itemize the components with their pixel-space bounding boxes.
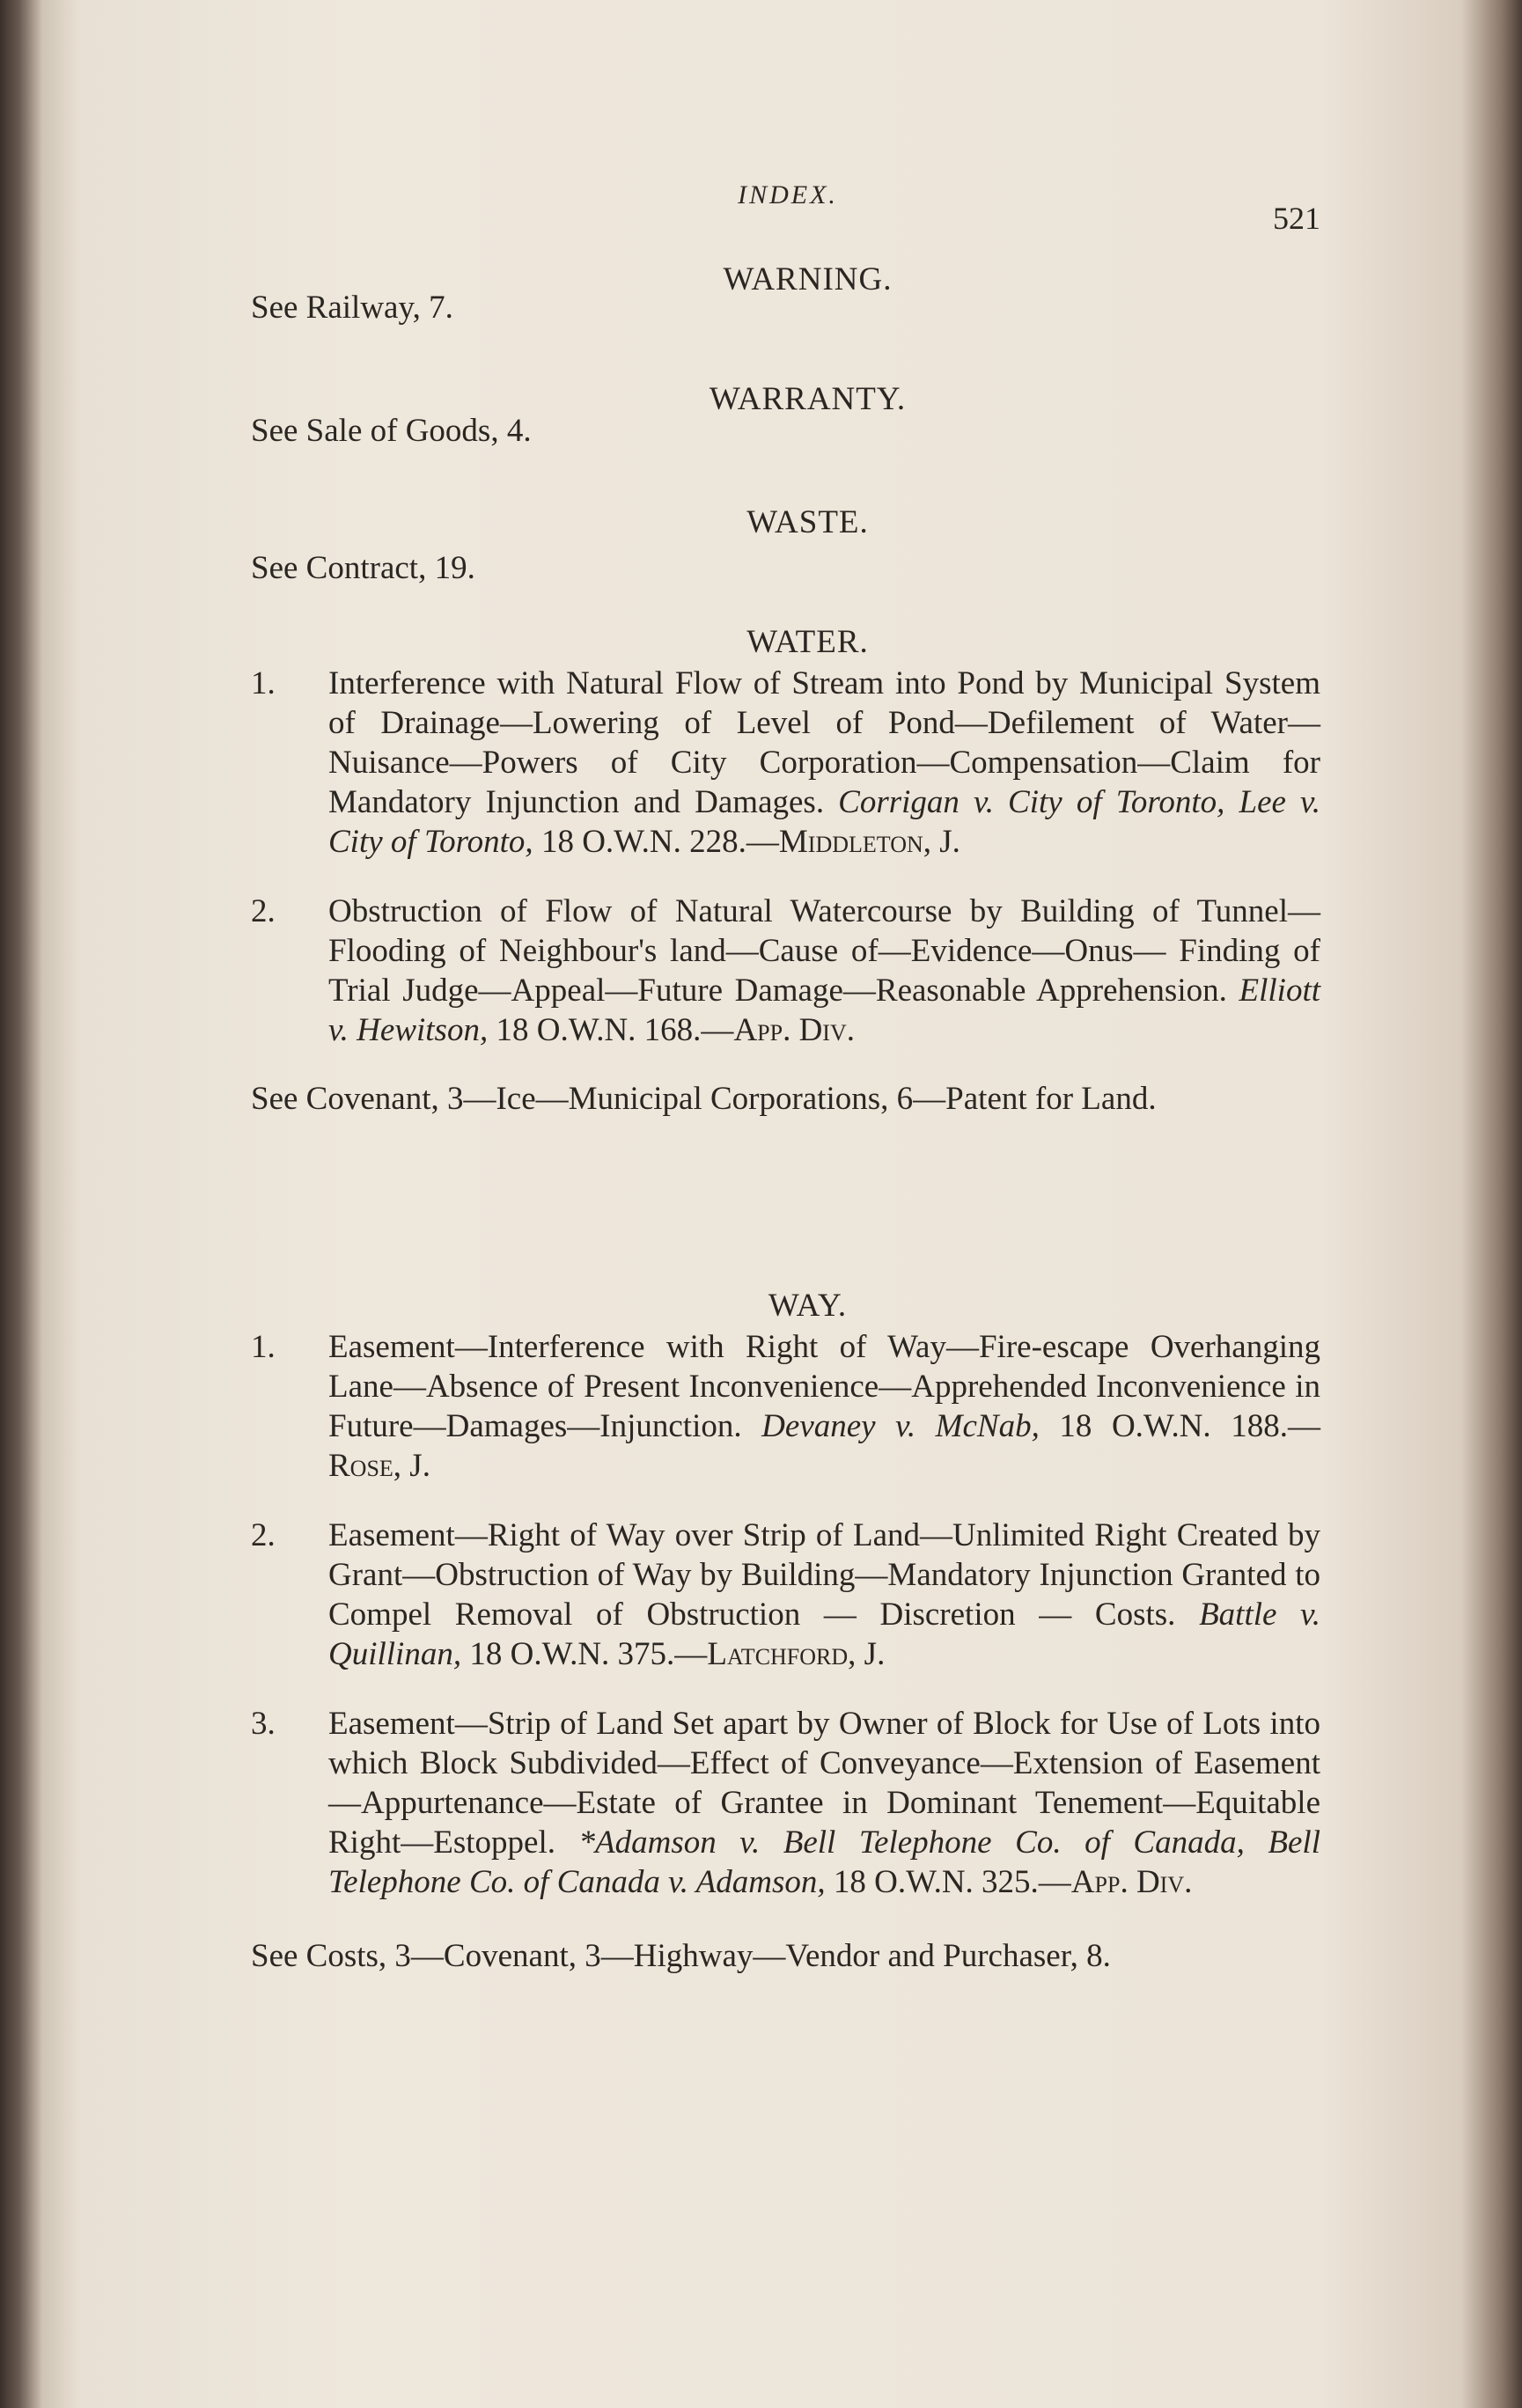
index-entry	[251, 1327, 1320, 1486]
case-name: Battle v. Quillinan,	[328, 1597, 1320, 1672]
index-entry	[251, 892, 1320, 1050]
judge-suffix: , J.	[848, 1636, 886, 1672]
judge-name: App. Div.	[1070, 1864, 1193, 1900]
page-number: 521	[1273, 201, 1320, 236]
entry-number: 2.	[251, 893, 276, 929]
see-reference: See Railway, 7.	[251, 290, 453, 326]
report-citation: 18 O.W.N. 228.—	[533, 824, 779, 860]
see-reference: See Contract, 19.	[251, 550, 475, 586]
section-heading: WATER.	[746, 624, 869, 660]
report-citation: 18 O.W.N. 188.—	[1039, 1408, 1320, 1444]
judge-suffix: , J.	[393, 1448, 430, 1484]
index-entry	[251, 1516, 1320, 1674]
see-reference: See Sale of Goods, 4.	[251, 413, 532, 449]
entry-text: Easement—Interference with Right of Way—Fire-escape Overhanging Lane—Absence of Present Inconvenience—Apprehended Inconvenience in Future—Damages—Injunction.	[328, 1329, 1320, 1444]
entry-number: 1.	[251, 1329, 276, 1365]
entry-text: Easement—Strip of Land Set apart by Owner of Block for Use of Lots into which Block Subdivided—Effect of Conveyance—Extension of Easement—Appurtenance—Estate of Grantee in Dominant Tenement—Equitable Right—Estoppel.	[328, 1706, 1320, 1861]
entry-text: Easement—Right of Way over Strip of Land—Unlimited Right Created by Grant—Obstruction of Way by Building—Mandatory Injunction Granted to Compel Removal of Obstruction — Discretion — Costs.	[328, 1517, 1320, 1633]
entry-text: Obstruction of Flow of Natural Watercourse by Building of Tunnel—Flooding of Neighbour's land—Cause of—Evidence—Onus— Finding of Trial Judge—Appeal—Future Damage—Reasonable Apprehension.	[328, 893, 1320, 1009]
section-heading: WASTE.	[746, 504, 869, 540]
case-name: Elliott v. Hewitson,	[328, 973, 1320, 1048]
report-citation: 18 O.W.N. 168.—	[488, 1012, 734, 1048]
report-citation: 18 O.W.N. 375.—	[461, 1636, 708, 1672]
entry-number: 1.	[251, 665, 276, 701]
running-head-title: INDEX.	[738, 180, 838, 209]
section-waste	[251, 503, 1320, 588]
judge-name: Latchford	[707, 1636, 849, 1672]
running-head	[255, 180, 1320, 236]
judge-name: Middleton	[778, 824, 923, 860]
index-entry	[251, 664, 1320, 862]
section-way	[251, 1287, 1320, 1976]
see-reference: See Covenant, 3—Ice—Municipal Corporations, 6—Patent for Land.	[251, 1081, 1157, 1117]
judge-name: Rose	[328, 1448, 393, 1484]
report-citation: 18 O.W.N. 325.—	[825, 1864, 1071, 1900]
judge-suffix: , J.	[923, 824, 960, 860]
section-heading: WARNING.	[723, 261, 893, 297]
section-warning	[251, 261, 1320, 327]
entry-text: Interference with Natural Flow of Stream into Pond by Municipal System of Drainage—Lowering of Level of Pond—Defilement of Water—Nuisance—Powers of City Corporation—Compensation—Claim for Mandatory Injunction and Damages.	[328, 665, 1320, 820]
index-entry	[251, 1704, 1320, 1902]
judge-name: App. Div.	[733, 1012, 855, 1048]
see-reference: See Costs, 3—Covenant, 3—Highway—Vendor and Purchaser, 8.	[251, 1938, 1111, 1974]
section-heading: WAY.	[768, 1288, 848, 1324]
case-name: Devaney v. McNab,	[761, 1408, 1040, 1444]
case-name: Corrigan v. City of Toronto, Lee v. City of Toronto,	[328, 784, 1320, 860]
section-water	[251, 623, 1320, 1119]
section-heading: WARRANTY.	[709, 381, 907, 417]
entry-number: 3.	[251, 1706, 276, 1742]
case-name: *Adamson v. Bell Telephone Co. of Canada, Bell Telephone Co. of Canada v. Adamson,	[328, 1824, 1320, 1900]
entry-number: 2.	[251, 1517, 276, 1553]
section-warranty	[251, 380, 1320, 451]
